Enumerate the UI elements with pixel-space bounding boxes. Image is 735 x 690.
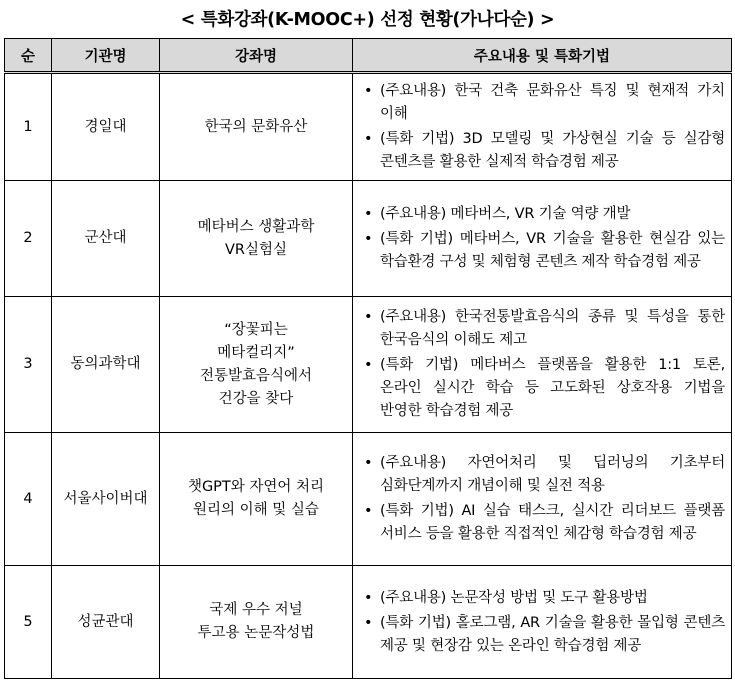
table-row [5,181,732,297]
institution-name: 군산대 [52,181,160,297]
content-item [361,203,725,226]
content-item-text: (주요내용) 한국 건축 문화유산 특징 및 현재적 가치 이해 [380,83,725,122]
content-cell [353,433,732,566]
bullet-icon: • [364,83,373,99]
content-list [361,80,725,174]
table-row [5,433,732,566]
content-cell [353,297,732,433]
course-line: 한국의 문화유산 [204,118,308,135]
header-course: 강좌명 [160,39,353,73]
content-cell [353,181,732,297]
content-item [361,306,725,352]
content-item-text: (주요내용) 메타버스, VR 기술 역량 개발 [380,206,631,222]
course-name [160,566,353,679]
header-institution: 기관명 [52,39,160,73]
bullet-icon: • [364,503,373,519]
institution-name: 성균관대 [52,566,160,679]
content-list [361,306,725,423]
header-content: 주요내용 및 특화기법 [353,39,732,73]
content-cell [353,73,732,181]
course-line: 전통발효음식에서 [199,367,313,384]
content-item-text: (주요내용) 한국전통발효음식의 종류 및 특성을 통한 한국음식의 이해도 제고 [380,309,725,348]
table-row [5,297,732,433]
row-number: 2 [5,181,52,297]
course-line: “장꽃피는 [224,321,288,338]
bullet-icon: • [364,614,373,631]
course-line: VR실험실 [224,241,287,258]
bullet-icon: • [364,357,373,373]
course-line: 메타버스 생활과학 [197,218,315,235]
course-name [160,181,353,297]
content-list [361,587,725,658]
content-item-text: (특화 기법) 홀로그램, AR 기술을 활용한 몰입형 콘텐츠 제공 및 현장감 있는 온라인 학습경험 제공 [380,614,725,654]
course-line: 건강을 찾다 [218,390,294,407]
course-line: 원리의 이해 및 실습 [193,502,319,518]
row-number: 4 [5,433,52,566]
content-item [361,452,725,498]
course-name [160,433,353,566]
content-item-text: (주요내용) 자연어처리 및 딥러닝의 기초부터 심화단계까지 개념이해 및 실전 적용 [380,455,725,494]
course-name [160,297,353,433]
bullet-icon: • [364,309,373,325]
content-item [361,80,725,126]
content-list [361,452,725,546]
bullet-icon: • [364,589,373,606]
institution-name: 동의과학대 [52,297,160,433]
content-item-text: (특화 기법) 메타버스 플랫폼을 활용한 1:1 토론, 온라인 실시간 학습 등 고도화된 상호작용 기법을 반영한 학습경험 제공 [380,357,725,419]
selection-table [4,38,732,679]
institution-name: 경일대 [52,73,160,181]
institution-name: 서울사이버대 [52,433,160,566]
bullet-icon: • [364,455,373,471]
table-row [5,566,732,679]
row-number: 1 [5,73,52,181]
course-line: 챗GPT와 자연어 처리 [187,479,325,495]
header-row [5,39,732,73]
content-item [361,128,725,174]
row-number: 3 [5,297,52,433]
content-item-text: (주요내용) 논문작성 방법 및 도구 활용방법 [380,589,648,606]
bullet-icon: • [364,206,373,222]
content-item [361,228,725,274]
course-line: 국제 우수 저널 [209,602,303,618]
header-number: 순 [5,39,52,73]
table-row [5,73,732,181]
content-list [361,203,725,274]
course-line: 투고용 논문작성법 [197,625,315,641]
bullet-icon: • [364,231,373,247]
content-item [361,612,725,658]
course-name [160,73,353,181]
content-item [361,354,725,423]
content-item [361,500,725,546]
page-title: < 특화강좌(K-MOOC+) 선정 현황(가나다순) > [180,10,555,30]
content-item-text: (특화 기법) 메타버스, VR 기술을 활용한 현실감 있는 학습환경 구성 및 체험형 콘텐츠 제작 학습경험 제공 [380,231,725,270]
content-item-text: (특화 기법) 3D 모델링 및 가상현실 기술 등 실감형 콘텐츠를 활용한 실제적 학습경험 제공 [380,131,725,170]
bullet-icon: • [364,131,373,147]
content-cell [353,566,732,679]
content-item-text: (특화 기법) AI 실습 태스크, 실시간 리더보드 플랫폼 서비스 등을 활용한 직접적인 체감형 학습경험 제공 [380,503,725,542]
course-line: 메타컬리지” [217,344,295,361]
row-number: 5 [5,566,52,679]
content-item [361,587,725,610]
